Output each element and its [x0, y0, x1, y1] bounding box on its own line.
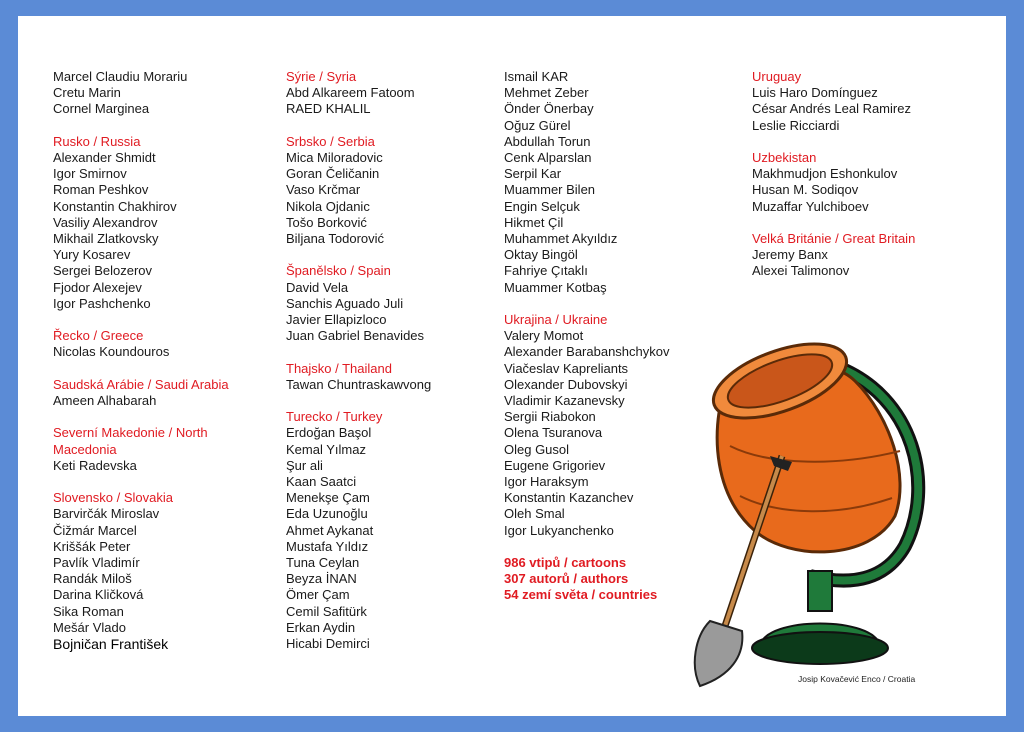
author-name: Cretu Marin [53, 85, 121, 101]
author-name: Muammer Kotbaş [504, 279, 607, 295]
country-group [53, 134, 268, 312]
author-name: Menekşe Çam [286, 490, 370, 506]
country-group [286, 69, 496, 118]
country-heading: Uruguay [752, 69, 802, 84]
author-name: Ameen Alhabarah [53, 393, 157, 409]
author-name: Valery Momot [504, 328, 584, 344]
author-name: Nicolas Koundouros [53, 344, 170, 360]
country-group [53, 69, 268, 118]
author-name: Alexei Talimonov [752, 263, 850, 279]
author-name: Barvirčák Miroslav [53, 506, 160, 522]
author-name: Engin Selçuk [504, 198, 580, 214]
country-group [752, 150, 992, 215]
author-name: Ahmet Aykanat [286, 522, 374, 538]
author-name: Şur ali [286, 457, 323, 473]
author-name: Ismail KAR [504, 69, 569, 84]
author-name: Marcel Claudiu Morariu [53, 69, 188, 84]
author-name: Sergei Belozerov [53, 263, 152, 279]
author-name: Sergii Riabokon [504, 409, 596, 425]
country-heading: Sýrie / Syria [286, 69, 357, 84]
country-heading: Rusko / Russia [53, 133, 141, 149]
country-heading: Ukrajina / Ukraine [504, 312, 608, 328]
country-heading: Španělsko / Spain [286, 263, 391, 279]
author-name: Bojničan František [53, 636, 169, 653]
author-name: Muzaffar Yulchiboev [752, 198, 869, 214]
author-name: Ömer Çam [286, 587, 350, 603]
country-heading: Velká Británie / Great Britain [752, 231, 916, 246]
author-name: Keti Radevska [53, 457, 137, 473]
country-heading: Srbsko / Serbia [286, 133, 375, 149]
author-name: Mica Miloradovic [286, 150, 383, 165]
country-group [53, 425, 268, 474]
author-name: Fjodor Alexejev [53, 279, 142, 295]
author-name: Čižmár Marcel [53, 522, 137, 538]
author-name: RAED KHALIL [286, 101, 371, 117]
author-name: Javier Ellapizloco [286, 312, 387, 328]
country-group [286, 361, 496, 393]
country-heading: Severní Makedonie / North Macedonia [53, 425, 208, 457]
author-name: Oğuz Gürel [504, 117, 571, 133]
cement-mixer-globe-with-shovel-icon [670, 326, 940, 696]
page [18, 16, 1006, 716]
author-name: Eda Uzunoğlu [286, 506, 368, 522]
author-name: Luis Haro Domínguez [752, 85, 878, 101]
author-name: Igor Lukyanchenko [504, 522, 614, 538]
author-name: Tošo Borković [286, 214, 367, 230]
country-heading: Řecko / Greece [53, 328, 144, 344]
author-name: Eugene Grigoriev [504, 457, 606, 473]
author-name: Mustafa Yıldız [286, 538, 369, 554]
author-name: Olena Tsuranova [504, 425, 603, 441]
author-name: Juan Gabriel Benavides [286, 328, 425, 344]
column-4 [752, 69, 992, 296]
stat-line: 986 vtipů / cartoons [504, 555, 627, 571]
author-name: Abdullah Torun [504, 133, 591, 149]
author-name: Randák Miloš [53, 571, 132, 587]
country-heading: Slovensko / Slovakia [53, 490, 173, 506]
author-name: Makhmudjon Eshonkulov [752, 166, 898, 182]
author-name: Leslie Ricciardi [752, 117, 840, 133]
country-group [53, 490, 268, 652]
country-heading: Turecko / Turkey [286, 409, 383, 425]
author-name: Igor Pashchenko [53, 295, 151, 311]
author-name: Jeremy Banx [752, 247, 828, 263]
author-name: Cornel Marginea [53, 101, 150, 117]
country-group [752, 231, 992, 280]
author-name: César Andrés Leal Ramirez [752, 101, 911, 117]
author-name: Vasiliy Alexandrov [53, 214, 158, 230]
author-name: Viačeslav Kapreliants [504, 360, 629, 376]
country-group [286, 263, 496, 344]
country-group [53, 377, 268, 409]
author-name: Pavlík Vladimír [53, 555, 140, 571]
author-name: Mehmet Zeber [504, 85, 589, 101]
country-group [504, 69, 719, 296]
author-name: Önder Önerbay [504, 101, 594, 117]
author-name: Sika Roman [53, 603, 124, 619]
author-name: Mešár Vlado [53, 619, 126, 635]
author-name: Hicabi Demirci [286, 636, 370, 652]
author-name: Oktay Bingöl [504, 247, 578, 263]
stat-line: 54 zemí světa / countries [504, 587, 658, 603]
author-name: David Vela [286, 279, 349, 295]
author-name: Kriššák Peter [53, 538, 131, 554]
author-name: Kaan Saatci [286, 474, 357, 490]
author-name: Abd Alkareem Fatoom [286, 85, 415, 101]
author-name: Muammer Bilen [504, 182, 596, 198]
credit-text: Josip Kovačević Enco / Croatia [798, 674, 916, 684]
author-name: Konstantin Chakhirov [53, 198, 177, 214]
author-name: Goran Čeličanin [286, 166, 380, 182]
author-name: Cemil Safitürk [286, 603, 367, 619]
column-1 [53, 69, 268, 668]
country-heading: Thajsko / Thailand [286, 360, 392, 376]
author-name: Konstantin Kazanchev [504, 490, 634, 506]
author-name: Vladimir Kazanevsky [504, 393, 625, 409]
author-name: Roman Peshkov [53, 182, 149, 198]
country-heading: Uzbekistan [752, 150, 817, 165]
author-name: Sanchis Aguado Juli [286, 295, 404, 311]
author-name: Beyza İNAN [286, 571, 357, 587]
column-2 [286, 69, 496, 668]
author-name: Tuna Ceylan [286, 555, 360, 571]
author-name: Igor Haraksym [504, 474, 589, 490]
author-name: Darina Kličková [53, 587, 144, 603]
author-name: Serpil Kar [504, 166, 562, 182]
country-group [752, 69, 992, 134]
country-group [286, 134, 496, 247]
author-name: Kemal Yılmaz [286, 441, 366, 457]
author-name: Nikola Ojdanic [286, 198, 370, 214]
author-name: Erdoğan Başol [286, 425, 372, 441]
author-name: Olexander Dubovskyi [504, 376, 628, 392]
country-group [286, 409, 496, 652]
author-name: Oleh Smal [504, 506, 565, 522]
author-name: Cenk Alparslan [504, 150, 592, 166]
author-name: Fahriye Çıtaklı [504, 263, 588, 279]
author-name: Vaso Krčmar [286, 182, 361, 198]
author-name: Igor Smirnov [53, 166, 127, 182]
author-name: Muhammet Akyıldız [504, 231, 618, 247]
country-heading: Saudská Arábie / Saudi Arabia [53, 376, 229, 392]
country-group [53, 328, 268, 360]
stat-line: 307 autorů / authors [504, 571, 629, 587]
author-name: Hikmet Çil [504, 214, 564, 230]
author-name: Yury Kosarev [53, 247, 131, 263]
author-name: Mikhail Zlatkovsky [53, 231, 159, 247]
author-name: Tawan Chuntraskawvong [286, 376, 432, 392]
author-name: Erkan Aydin [286, 619, 356, 635]
author-name: Oleg Gusol [504, 441, 570, 457]
author-name: Husan M. Sodiqov [752, 182, 859, 198]
author-name: Alexander Shmidt [53, 150, 156, 165]
author-name: Biljana Todorović [286, 231, 385, 247]
author-name: Alexander Barabanshchykov [504, 344, 670, 360]
